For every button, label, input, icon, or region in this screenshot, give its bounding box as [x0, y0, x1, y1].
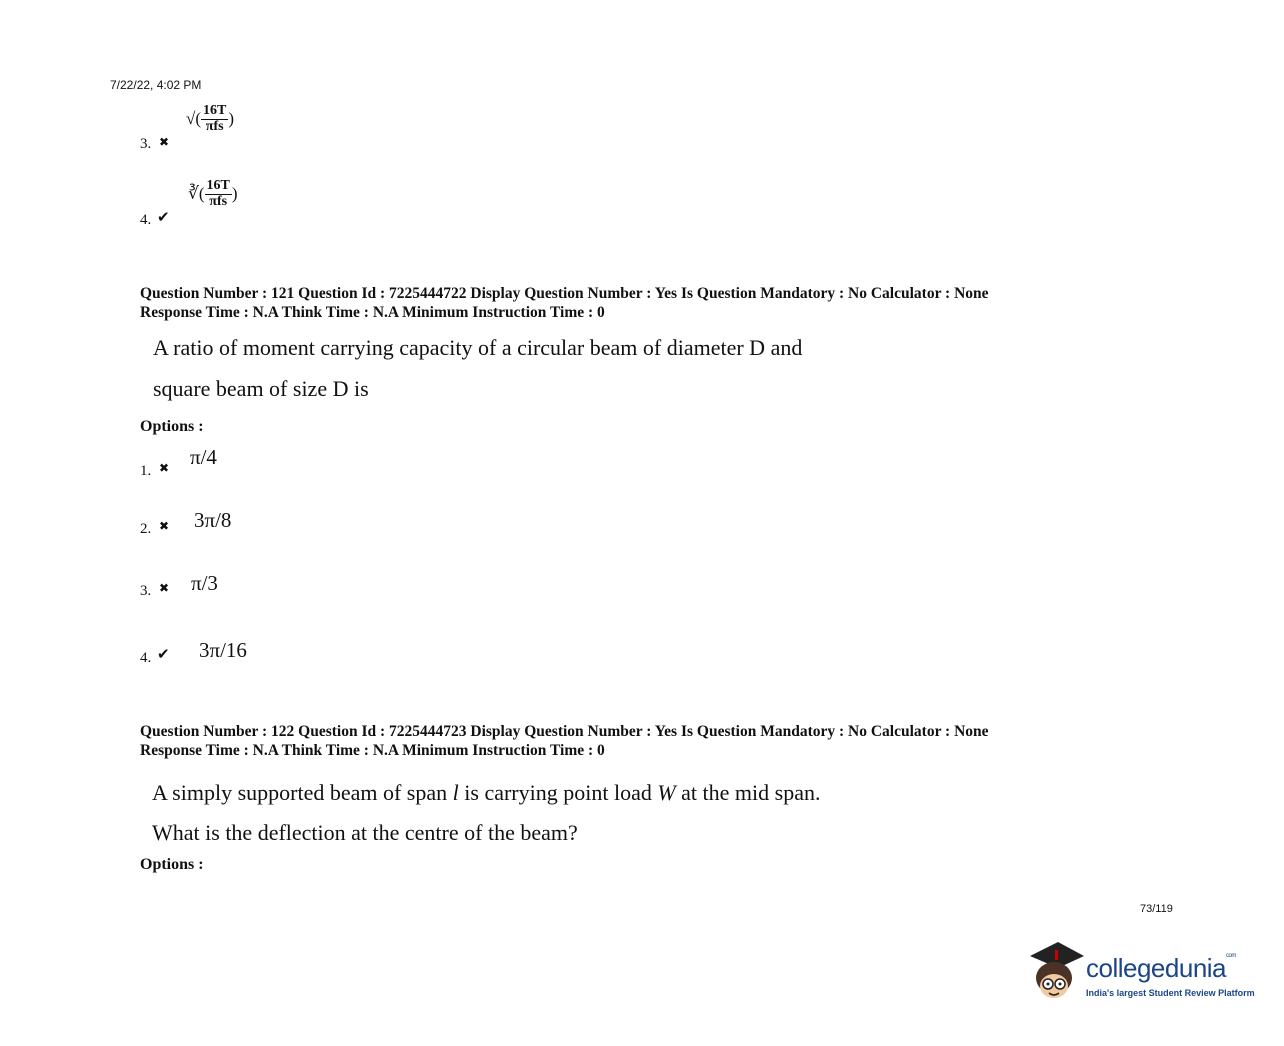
numerator: 16T — [203, 103, 227, 118]
option-value: 3π/8 — [194, 508, 232, 532]
brand-name: collegedunia$^{com}$ — [1086, 953, 1236, 983]
question-meta-line1: Question Number : 122 Question Id : 7225444723 Display Question Number : Yes Is Question Mandatory : No Calculator : None — [140, 723, 989, 740]
mascot-logo-icon — [1024, 938, 1086, 1008]
cube-root-symbol: ∛ — [188, 184, 199, 204]
sqrt-symbol: √ — [186, 109, 196, 129]
question-meta — [140, 284, 989, 322]
fraction — [205, 179, 232, 209]
load-variable: W — [657, 780, 676, 805]
numerator: 16T — [206, 178, 230, 193]
option-value: 3π/16 — [199, 638, 247, 662]
option-number: 4. — [140, 650, 152, 666]
question-text-line2: What is the deflection at the centre of the beam? — [152, 820, 578, 845]
denominator: πfs — [209, 193, 228, 209]
option-value: π/3 — [191, 571, 218, 595]
question-text — [152, 773, 820, 853]
option-number: 3. — [140, 136, 152, 152]
check-mark-icon: ✔ — [157, 208, 170, 226]
option-number: 2. — [140, 521, 152, 537]
brand-tagline: India's largest Student Review Platform — [1086, 988, 1255, 998]
option-number: 3. — [140, 583, 152, 599]
question-meta-line1: Question Number : 121 Question Id : 7225444722 Display Question Number : Yes Is Question Mandatory : No Calculator : None — [140, 285, 989, 302]
option-value: π/4 — [190, 445, 217, 469]
question-meta — [140, 722, 989, 760]
question-text-line2: square beam of size D is — [153, 376, 369, 401]
wrong-mark-icon: ✖ — [159, 519, 170, 533]
options-label: Options : — [140, 418, 204, 435]
option-number: 4. — [140, 212, 152, 228]
question-meta-line2: Response Time : N.A Think Time : N.A Minimum Instruction Time : 0 — [140, 304, 605, 321]
option-expression: √ ( $\frac{16T}{\text{πfs}}$ ) — [186, 103, 235, 134]
denominator: πfs — [205, 118, 224, 134]
span-variable: l — [452, 780, 459, 805]
wrong-mark-icon: ✖ — [159, 461, 170, 475]
question-text — [153, 327, 802, 409]
check-mark-icon: ✔ — [157, 645, 170, 663]
fraction — [201, 104, 228, 134]
question-meta-line2: Response Time : N.A Think Time : N.A Minimum Instruction Time : 0 — [140, 742, 605, 759]
question-text-line1: A simply supported beam of span l is carrying point load W at the mid span. — [152, 780, 821, 805]
wrong-mark-icon: ✖ — [159, 581, 170, 595]
print-timestamp: 7/22/22, 4:02 PM — [110, 78, 202, 92]
page-number: 73/119 — [1140, 903, 1173, 915]
question-text-line1: A ratio of moment carrying capacity of a circular beam of diameter D and — [153, 335, 803, 360]
wrong-mark-icon: ✖ — [159, 135, 170, 149]
option-number: 1. — [140, 463, 152, 479]
options-label: Options : — [140, 856, 204, 873]
option-expression: ∛ ( $\frac{16T}{\text{πfs}}$ ) — [188, 178, 238, 209]
